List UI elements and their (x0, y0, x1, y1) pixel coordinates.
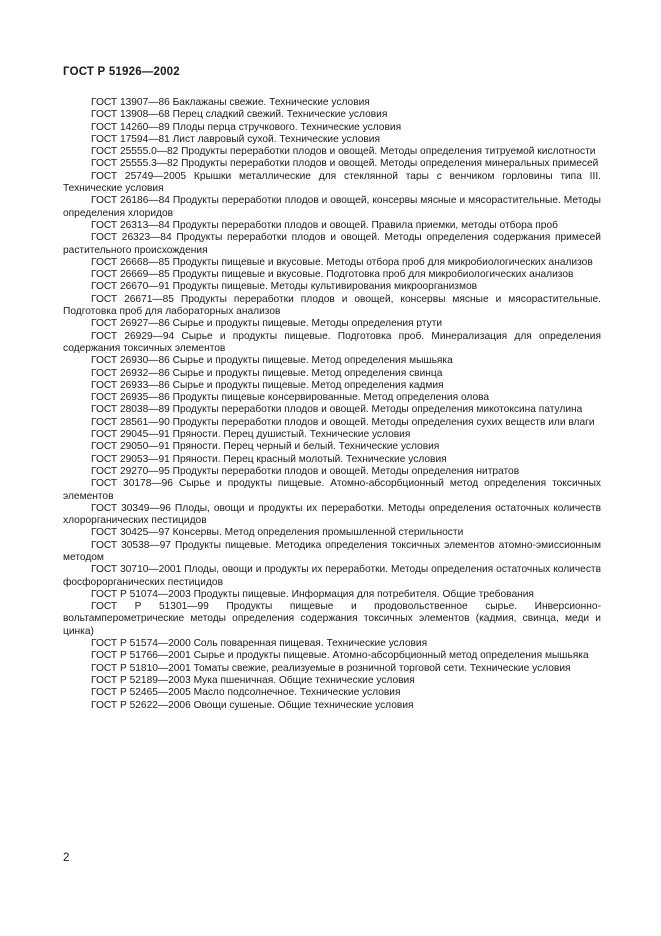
reference-item: ГОСТ 26313—84 Продукты переработки плодов и овощей. Правила приемки, методы отбора проб (91, 219, 558, 231)
reference-item: ГОСТ 17594—81 Лист лавровый сухой. Технические условия (91, 133, 381, 145)
reference-item: ГОСТ 26669—85 Продукты пищевые и вкусовые. Подготовка проб для микробиологических анализов (91, 269, 574, 281)
reference-item: ГОСТ 26930—86 Сырье и продукты пищевые. Метод определения мышьяка (91, 355, 453, 367)
reference-item: ГОСТ 30710—2001 Плоды, овощи и продукты их переработки. Методы определения остаточных количеств фосфорорганических пестицидов (63, 564, 601, 588)
reference-item: ГОСТ 26929—94 Сырье и продукты пищевые. Подготовка проб. Минерализация для определения содержания токсичных элементов (63, 330, 601, 354)
reference-item: ГОСТ 26927—86 Сырье и продукты пищевые. Методы определения ртути (91, 318, 443, 330)
document-header: ГОСТ Р 51926—2002 (63, 66, 180, 78)
reference-item: ГОСТ 30178—96 Сырье и продукты пищевые. Атомно-абсорбционный метод определения токсичных элементов (63, 478, 601, 502)
reference-item: ГОСТ 13907—86 Баклажаны свежие. Технические условия (91, 97, 370, 108)
reference-item: ГОСТ 28038—89 Продукты переработки плодов и овощей. Методы определения микотоксина патулина (91, 404, 583, 416)
reference-item: ГОСТ 29270—95 Продукты переработки плодов и овощей. Методы определения нитратов (91, 465, 520, 477)
reference-item: ГОСТ 26671—85 Продукты переработки плодов и овощей, консервы мясные и мясорастительные. Подготовка проб для лабораторных анализов (63, 293, 601, 318)
reference-item: ГОСТ Р 52622—2006 Овощи сушеные. Общие технические условия (91, 699, 414, 711)
reference-item: ГОСТ Р 52465—2005 Масло подсолнечное. Технические условия (91, 687, 401, 699)
reference-item: ГОСТ 30349—96 Плоды, овощи и продукты их переработки. Методы определения остаточных количеств хлорорганических пестицидов (63, 502, 601, 527)
reference-item: ГОСТ Р 51574—2000 Соль поваренная пищевая. Технические условия (91, 638, 428, 650)
normative-references-list (63, 97, 601, 712)
reference-item: ГОСТ 26933—86 Сырье и продукты пищевые. Метод определения кадмия (91, 379, 444, 391)
reference-item: ГОСТ 25555.3—82 Продукты переработки плодов и овощей. Методы определения минеральных примесей (91, 158, 599, 170)
reference-item: ГОСТ 26668—85 Продукты пищевые и вкусовые. Методы отбора проб для микробиологических анализов (91, 256, 593, 268)
reference-item: ГОСТ 26670—91 Продукты пищевые. Методы культивирования микроорганизмов (91, 281, 478, 293)
reference-item: ГОСТ 13908—68 Перец сладкий свежий. Технические условия (91, 109, 388, 121)
reference-item: ГОСТ Р 52189—2003 Мука пшеничная. Общие технические условия (91, 674, 415, 686)
reference-item: ГОСТ Р 51074—2003 Продукты пищевые. Информация для потребителя. Общие требования (91, 588, 534, 600)
reference-item: ГОСТ Р 51301—99 Продукты пищевые и продовольственное сырье. Инверсионно-вольтамперометрические методы определения содержания токсичных элементов (кадмия, свинца, меди и цинка) (63, 601, 601, 637)
reference-item: ГОСТ 26935—86 Продукты пищевые консервированные. Метод определения олова (91, 392, 490, 404)
reference-item: ГОСТ 25749—2005 Крышки металлические для стеклянной тары с венчиком горловины типа III. Технические условия (63, 170, 601, 195)
page-number: 2 (63, 852, 70, 864)
reference-item: ГОСТ 28561—90 Продукты переработки плодов и овощей. Методы определения сухих веществ или влаги (91, 416, 595, 428)
reference-item: ГОСТ 30425—97 Консервы. Метод определения промышленной стерильности (91, 527, 464, 539)
reference-item: ГОСТ 30538—97 Продукты пищевые. Методика определения токсичных элементов атомно-эмиссионным методом (63, 539, 601, 563)
reference-item: ГОСТ 26186—84 Продукты переработки плодов и овощей, консервы мясные и мясорастительные. Методы определения хлоридов (63, 195, 601, 219)
reference-item: ГОСТ 29053—91 Пряности. Перец красный молотый. Технические условия (91, 453, 447, 465)
reference-item: ГОСТ 25555.0—82 Продукты переработки плодов и овощей. Методы определения титруемой кислотности (91, 146, 596, 158)
reference-item: ГОСТ Р 51766—2001 Сырье и продукты пищевые. Атомно-абсорбционный метод определения мышьяка (91, 650, 589, 662)
reference-item: ГОСТ 26323—84 Продукты переработки плодов и овощей. Методы определения содержания примесей растительного происхождения (63, 232, 601, 256)
reference-item: ГОСТ 26932—86 Сырье и продукты пищевые. Метод определения свинца (91, 367, 443, 379)
reference-item: ГОСТ 29045—91 Пряности. Перец душистый. Технические условия (91, 429, 411, 441)
reference-item: ГОСТ 29050—91 Пряности. Перец черный и белый. Технические условия (91, 441, 440, 453)
reference-item: ГОСТ 14260—89 Плоды перца стручкового. Технические условия (91, 121, 402, 133)
reference-item: ГОСТ Р 51810—2001 Томаты свежие, реализуемые в розничной торговой сети. Технические условия (91, 662, 571, 674)
